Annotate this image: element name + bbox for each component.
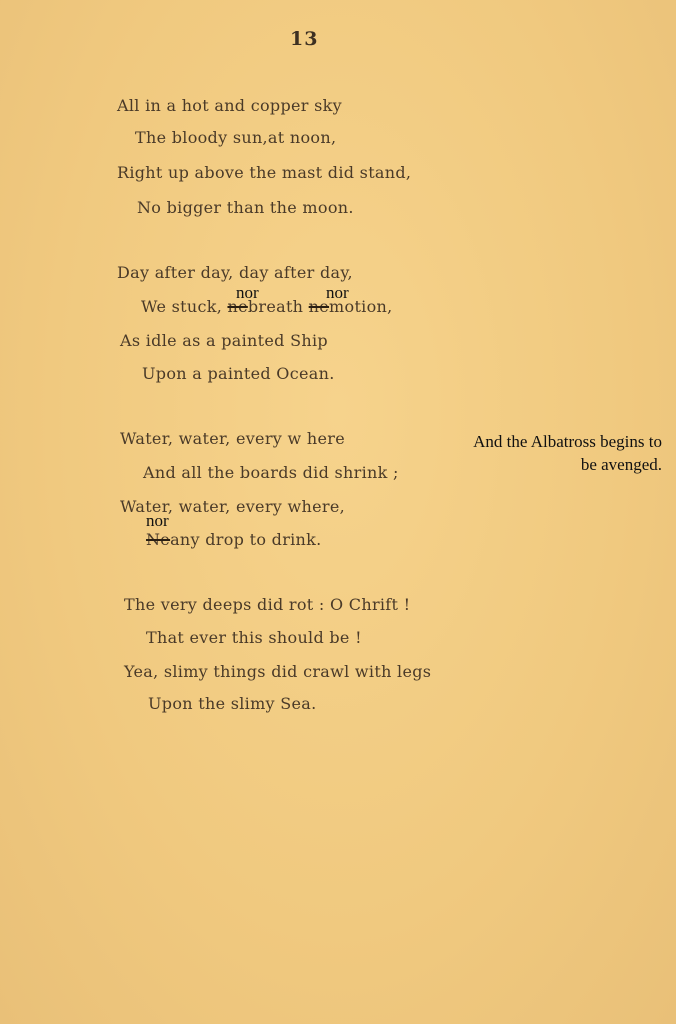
stanza4-line4: Upon the slimy Sea. bbox=[148, 694, 317, 713]
handwritten-correction-nor-3: nor bbox=[146, 511, 169, 530]
stanza3-line3: Water, water, every where, bbox=[120, 497, 345, 516]
stanza3-line4-rest: any drop to drink. bbox=[170, 530, 322, 549]
stanza4-line2: That ever this should be ! bbox=[146, 628, 362, 647]
stanza1-line3: Right up above the mast did stand, bbox=[117, 163, 412, 182]
stanza1-line1: All in a hot and copper sky bbox=[117, 96, 342, 115]
handwritten-correction-nor-2: nor bbox=[326, 283, 349, 302]
stanza4-line3: Yea, slimy things did crawl with legs bbox=[124, 662, 432, 681]
struck-word-ne-3: Ne bbox=[146, 530, 171, 549]
stanza2-line1: Day after day, day after day, bbox=[117, 263, 353, 282]
marginal-gloss bbox=[473, 430, 662, 476]
stanza2-line2-part2: breath bbox=[247, 297, 309, 316]
stanza2-line2 bbox=[141, 297, 393, 316]
marginal-gloss-line1: And the Albatross begins to bbox=[473, 432, 662, 451]
marginal-gloss-line2: be avenged. bbox=[580, 455, 662, 474]
stanza1-line2: The bloody sun,at noon, bbox=[135, 128, 337, 147]
stanza3-line4 bbox=[146, 530, 322, 549]
stanza1-line4: No bigger than the moon. bbox=[137, 198, 354, 217]
stanza4-line1: The very deeps did rot : O Chrift ! bbox=[124, 595, 411, 614]
struck-word-ne-1: ne bbox=[227, 297, 248, 316]
stanza3-line2: And all the boards did shrink ; bbox=[143, 463, 399, 482]
stanza2-line2-part1: We stuck, bbox=[141, 297, 228, 316]
page-number: 13 bbox=[290, 28, 319, 50]
stanza2-line3: As idle as a painted Ship bbox=[120, 331, 328, 350]
stanza2-line4: Upon a painted Ocean. bbox=[142, 364, 335, 383]
stanza2-line2-part3: motion, bbox=[329, 297, 393, 316]
handwritten-correction-nor-1: nor bbox=[236, 283, 259, 302]
stanza3-line1: Water, water, every w here bbox=[120, 429, 345, 448]
struck-word-ne-2: ne bbox=[308, 297, 330, 316]
